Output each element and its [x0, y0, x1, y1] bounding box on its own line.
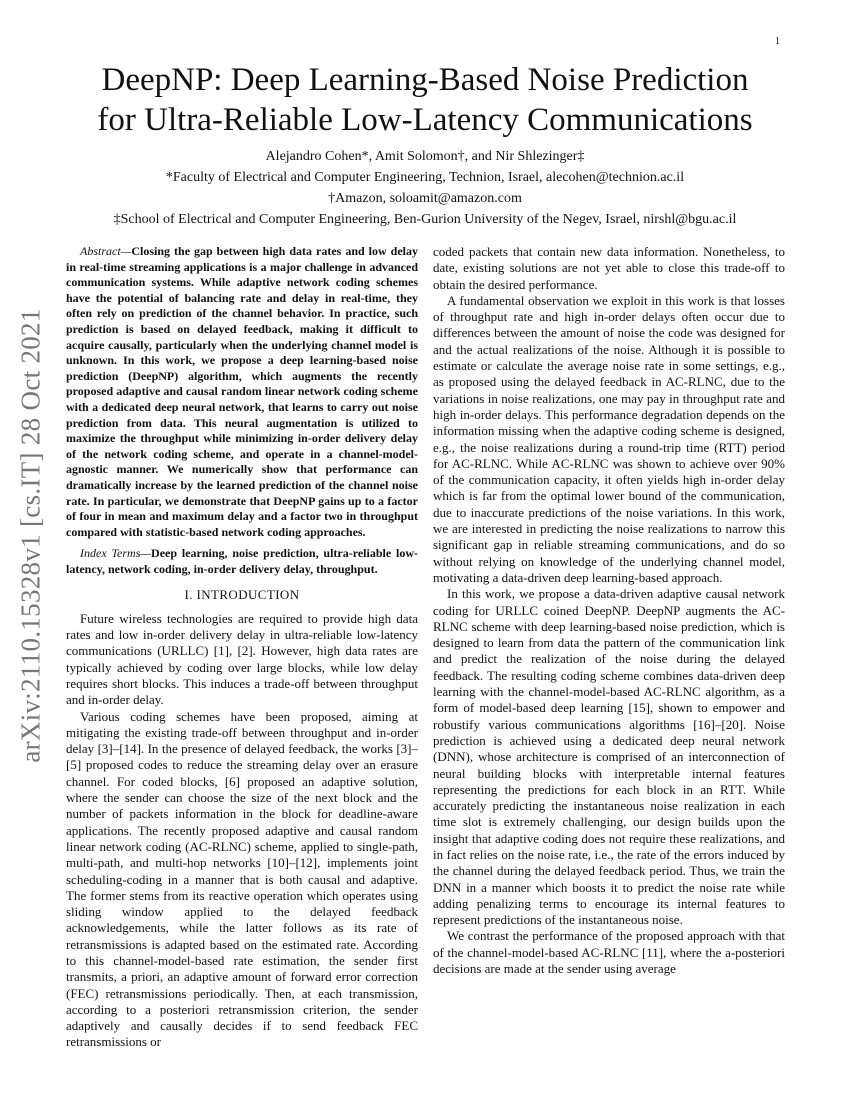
author-names: Alejandro Cohen*, Amit Solomon†, and Nir Shlezinger‡	[265, 149, 585, 164]
abstract-label: Abstract—	[80, 244, 132, 258]
abstract	[66, 244, 418, 540]
affiliation-3: ‡School of Electrical and Computer Engineering, Ben-Gurion University of the Negev, Israel, nirshl@bgu.ac.il	[113, 212, 737, 227]
left-column	[66, 244, 418, 1051]
intro-paragraph-1: Future wireless technologies are required to provide high data rates and low in-order delivery delay in ultra-reliable low-latency communications (URLLC) [1], [2]. However, high data rates are typically achieved by coding over large blocks, while low delay requires short blocks. This induces a trade-off between throughput and in-order delay.	[66, 610, 418, 708]
affiliation-2: †Amazon, soloamit@amazon.com	[328, 191, 522, 206]
intro-paragraph-4: In this work, we propose a data-driven adaptive causal network coding for URLLC coined DeepNP. DeepNP augments the AC-RLNC scheme with deep learning-based noise prediction, which is designed to learn from data the pattern of the communication link and predict the realization of the noise during the delayed feedback. The resulting coding scheme combines data-driven deep learning with the channel-model-based AC-RLNC algorithm, as a form of model-based deep learning [15], shown to empower and robustify various communications algorithms [16]–[20]. Noise prediction is achieved using a dedicated deep neural network (DNN), whose architecture is comprised of an interconnection of neural building blocks with interpretable internal features representing the predictions for each block in an RTT. While accurately predicting the instantaneous noise realization in each time slot is extremely challenging, our design builds upon the insight that adaptive coding does not require these realizations, and in fact relies on the noise rate, i.e., the rate of the errors induced by the channel during the delayed feedback period. Thus, we train the DNN in a manner which boosts it to predict the noise rate while adding penalizing terms to encourage its internal features to represent predictions of the instantaneous noise.	[433, 586, 785, 928]
arxiv-stamp	[8, 300, 54, 770]
intro-paragraph-2-continued: coded packets that contain new data information. Nonetheless, to date, existing solutions are not yet able to close this trade-off to obtain the desired performance.	[433, 244, 785, 292]
paper-title	[70, 60, 780, 140]
affiliation-1: *Faculty of Electrical and Computer Engineering, Technion, Israel, alecohen@technion.ac.il	[165, 170, 685, 185]
right-column	[433, 244, 785, 977]
arxiv-stamp-text: arXiv:2110.15328v1 [cs.IT] 28 Oct 2021	[15, 307, 46, 763]
index-terms	[66, 546, 418, 577]
intro-paragraph-3: A fundamental observation we exploit in this work is that losses of throughput rate and high in-order delays often occur due to differences between the amount of noise the code was designed for and the actual realizations of the noise. Although it is possible to estimate or calculate the average noise rate in some settings, e.g., as proposed using the delayed feedback in AC-RLNC, due to the variations in noise realizations, one may pay in throughput rate and high in-order delays. This performance degradation depends on the information missing when the adaptive coding scheme is designed, e.g., the noise realizations during a round-trip time (RTT) period for AC-RLNC. While AC-RLNC was shown to achieve over 90% of the communication capacity, it often yields high in-order delay which is far from the optimal lower bound of the communication, due to inaccurate predictions of the noise variations. In this work, we are interested in predicting the noise realizations to narrow this significant gap in reliable streaming communications, and do so without relying on knowledge of the underlying channel model, motivating a data-driven deep learning-based approach.	[433, 292, 785, 585]
author-block	[60, 146, 790, 230]
index-terms-label: Index Terms—	[80, 546, 152, 561]
title-line-2: for Ultra-Reliable Low-Latency Communications	[97, 102, 753, 138]
abstract-text: Closing the gap between high data rates and low delay in real-time streaming applications is a major challenge in advanced communication systems. While adaptive network coding schemes have the potential of balancing rate and delay in real-time, they often rely on prediction of the channel behavior. In practice, such prediction is based on delayed feedback, making it difficult to acquire causally, particularly when the underlying channel model is unknown. In this work, we propose a deep learning-based noise prediction (DeepNP) algorithm, which augments the recently proposed adaptive and causal random linear network coding scheme with a dedicated deep neural network, that learns to carry out noise prediction from data. This neural augmentation is utilized to maximize the throughput while minimizing in-order delivery delay of the network coding scheme, and operate in a channel-model-agnostic manner. We numerically show that performance can dramatically increase by the learned prediction of the channel noise rate. In particular, we demonstrate that DeepNP gains up to a factor of four in mean and maximum delay and a factor two in throughput compared with statistic-based network coding approaches.	[66, 244, 418, 539]
page-number: 1	[775, 36, 780, 47]
index-terms-text: Deep learning, noise prediction, ultra-reliable low-latency, network coding, in-order delivery delay, throughput.	[66, 546, 418, 576]
section-heading-introduction: I. INTRODUCTION	[184, 587, 300, 603]
title-line-1: DeepNP: Deep Learning-Based Noise Prediction	[101, 62, 749, 98]
intro-paragraph-2: Various coding schemes have been proposed, aiming at mitigating the existing trade-off between throughput and in-order delay [3]–[14]. In the presence of delayed feedback, the works [3]–[5] proposed codes to reduce the streaming delay over an erasure channel. For coded blocks, [6] proposed an adaptive solution, where the sender can choose the size of the next block and the number of packets information in the block for deadline-aware applications. The recently proposed adaptive and causal random linear network coding (AC-RLNC) scheme, applied to single-path, multi-path, and multi-hop networks [10]–[12], implements joint scheduling-coding in a manner that is both causal and adaptive. The former stems from its reactive operation which operates using sliding window applied to the delayed feedback acknowledgements, while the latter follows as its rate of retransmissions is adapted based on the estimated rate. According to this channel-model-based rate estimation, the sender first transmits, a priori, an adaptive amount of forward error correction (FEC) retransmissions periodically. Then, at each transmission, according to a posteriori retransmission criterion, the sender adaptively and causally decides if to send feedback FEC retransmissions or	[66, 708, 418, 1050]
intro-paragraph-5: We contrast the performance of the proposed approach with that of the channel-model-based AC-RLNC [11], where the a-posteriori decisions are made at the sender using average	[433, 928, 785, 977]
